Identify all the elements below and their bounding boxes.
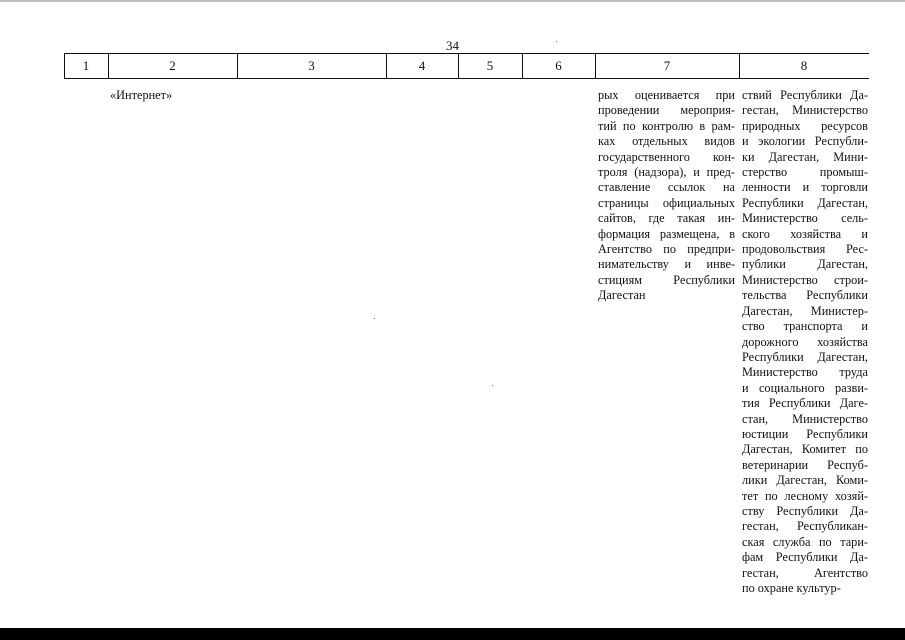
page-number: 34 <box>446 38 459 53</box>
text-line: лики Дагестан, Коми- <box>742 473 868 488</box>
text-line: тий по контролю в рам- <box>598 118 735 133</box>
text-line: фам Республики Да- <box>742 550 868 565</box>
column-number-6: 6 <box>555 58 562 73</box>
text-line: дорожного хозяйства <box>742 334 868 349</box>
text-line: Дагестан, Министер- <box>742 303 868 318</box>
text-line: Министерство труда <box>742 365 868 380</box>
text-line: гестан, Республикан- <box>742 519 868 534</box>
cell-col8 <box>742 88 868 596</box>
text-line: Дагестан, Комитет по <box>742 442 868 457</box>
text-line: троля (надзора), и пред- <box>598 165 735 180</box>
text-line: стициям Республики <box>598 272 735 287</box>
text-line: стерство промыш- <box>742 165 868 180</box>
scan-top-edge <box>0 0 905 2</box>
text-line: ству Республики Да- <box>742 503 868 518</box>
text-line: Министерство строи- <box>742 272 868 287</box>
text-line: тия Республики Даге- <box>742 396 868 411</box>
text-line: стан, Министерство <box>742 411 868 426</box>
text-line: тельства Республики <box>742 288 868 303</box>
text-line: Агентство по предпри- <box>598 242 735 257</box>
text-line: страницы официальных <box>598 195 735 210</box>
cell-col2: «Интернет» <box>110 88 173 102</box>
header-top-border <box>64 53 869 54</box>
column-number-2: 2 <box>169 58 176 73</box>
column-number-7: 7 <box>663 58 671 73</box>
text-line: публики Дагестан, <box>742 257 868 272</box>
text-line: проведении мероприя- <box>598 103 735 118</box>
text-line: Республики Дагестан, <box>742 195 868 210</box>
text-line: сайтов, где такая ин- <box>598 211 735 226</box>
text-line: и экологии Республи- <box>742 134 868 149</box>
text-line: ках отдельных видов <box>598 134 735 149</box>
column-number-5: 5 <box>486 58 494 73</box>
text-line: Министерство сель- <box>742 211 868 226</box>
text-line: тет по лесному хозяй- <box>742 488 868 503</box>
text-line: гестан, Агентство <box>742 565 868 580</box>
scan-bottom-edge <box>0 628 905 640</box>
text-line: государственного кон- <box>598 149 735 164</box>
header-bottom-border <box>64 78 869 79</box>
text-line: природных ресурсов <box>742 118 868 133</box>
text-line: ставление ссылок на <box>598 180 735 195</box>
scan-speck <box>374 318 375 319</box>
table-header-row <box>0 53 905 79</box>
text-line: нимательству и инве- <box>598 257 735 272</box>
column-number-4: 4 <box>418 58 426 73</box>
column-number-3: 3 <box>308 58 315 73</box>
text-line: ствий Республики Да- <box>742 88 868 102</box>
scan-speck <box>492 385 493 386</box>
text-line: формация размещена, в <box>598 226 735 241</box>
text-line: Республики Дагестан, <box>742 349 868 364</box>
scan-speck <box>556 41 557 42</box>
text-line: ленности и торговли <box>742 180 868 195</box>
text-line: ство транспорта и <box>742 319 868 334</box>
text-line: по охране культур- <box>742 581 841 595</box>
text-line: Дагестан <box>598 288 646 303</box>
text-line: продовольствия Рес- <box>742 242 868 257</box>
column-number-1: 1 <box>82 58 90 73</box>
text-line: ская служба по тари- <box>742 534 868 549</box>
text-line: ского хозяйства и <box>742 226 868 241</box>
text-line: юстиции Республики <box>742 426 868 441</box>
text-line: гестан, Министерство <box>742 103 868 118</box>
text-line: ветеринарии Респуб- <box>742 457 868 472</box>
text-line: рых оценивается при <box>598 88 735 102</box>
cell-col7 <box>598 88 735 304</box>
text-line: и социального разви- <box>742 380 868 395</box>
text-line: ки Дагестан, Мини- <box>742 149 868 164</box>
column-number-8: 8 <box>800 58 808 73</box>
